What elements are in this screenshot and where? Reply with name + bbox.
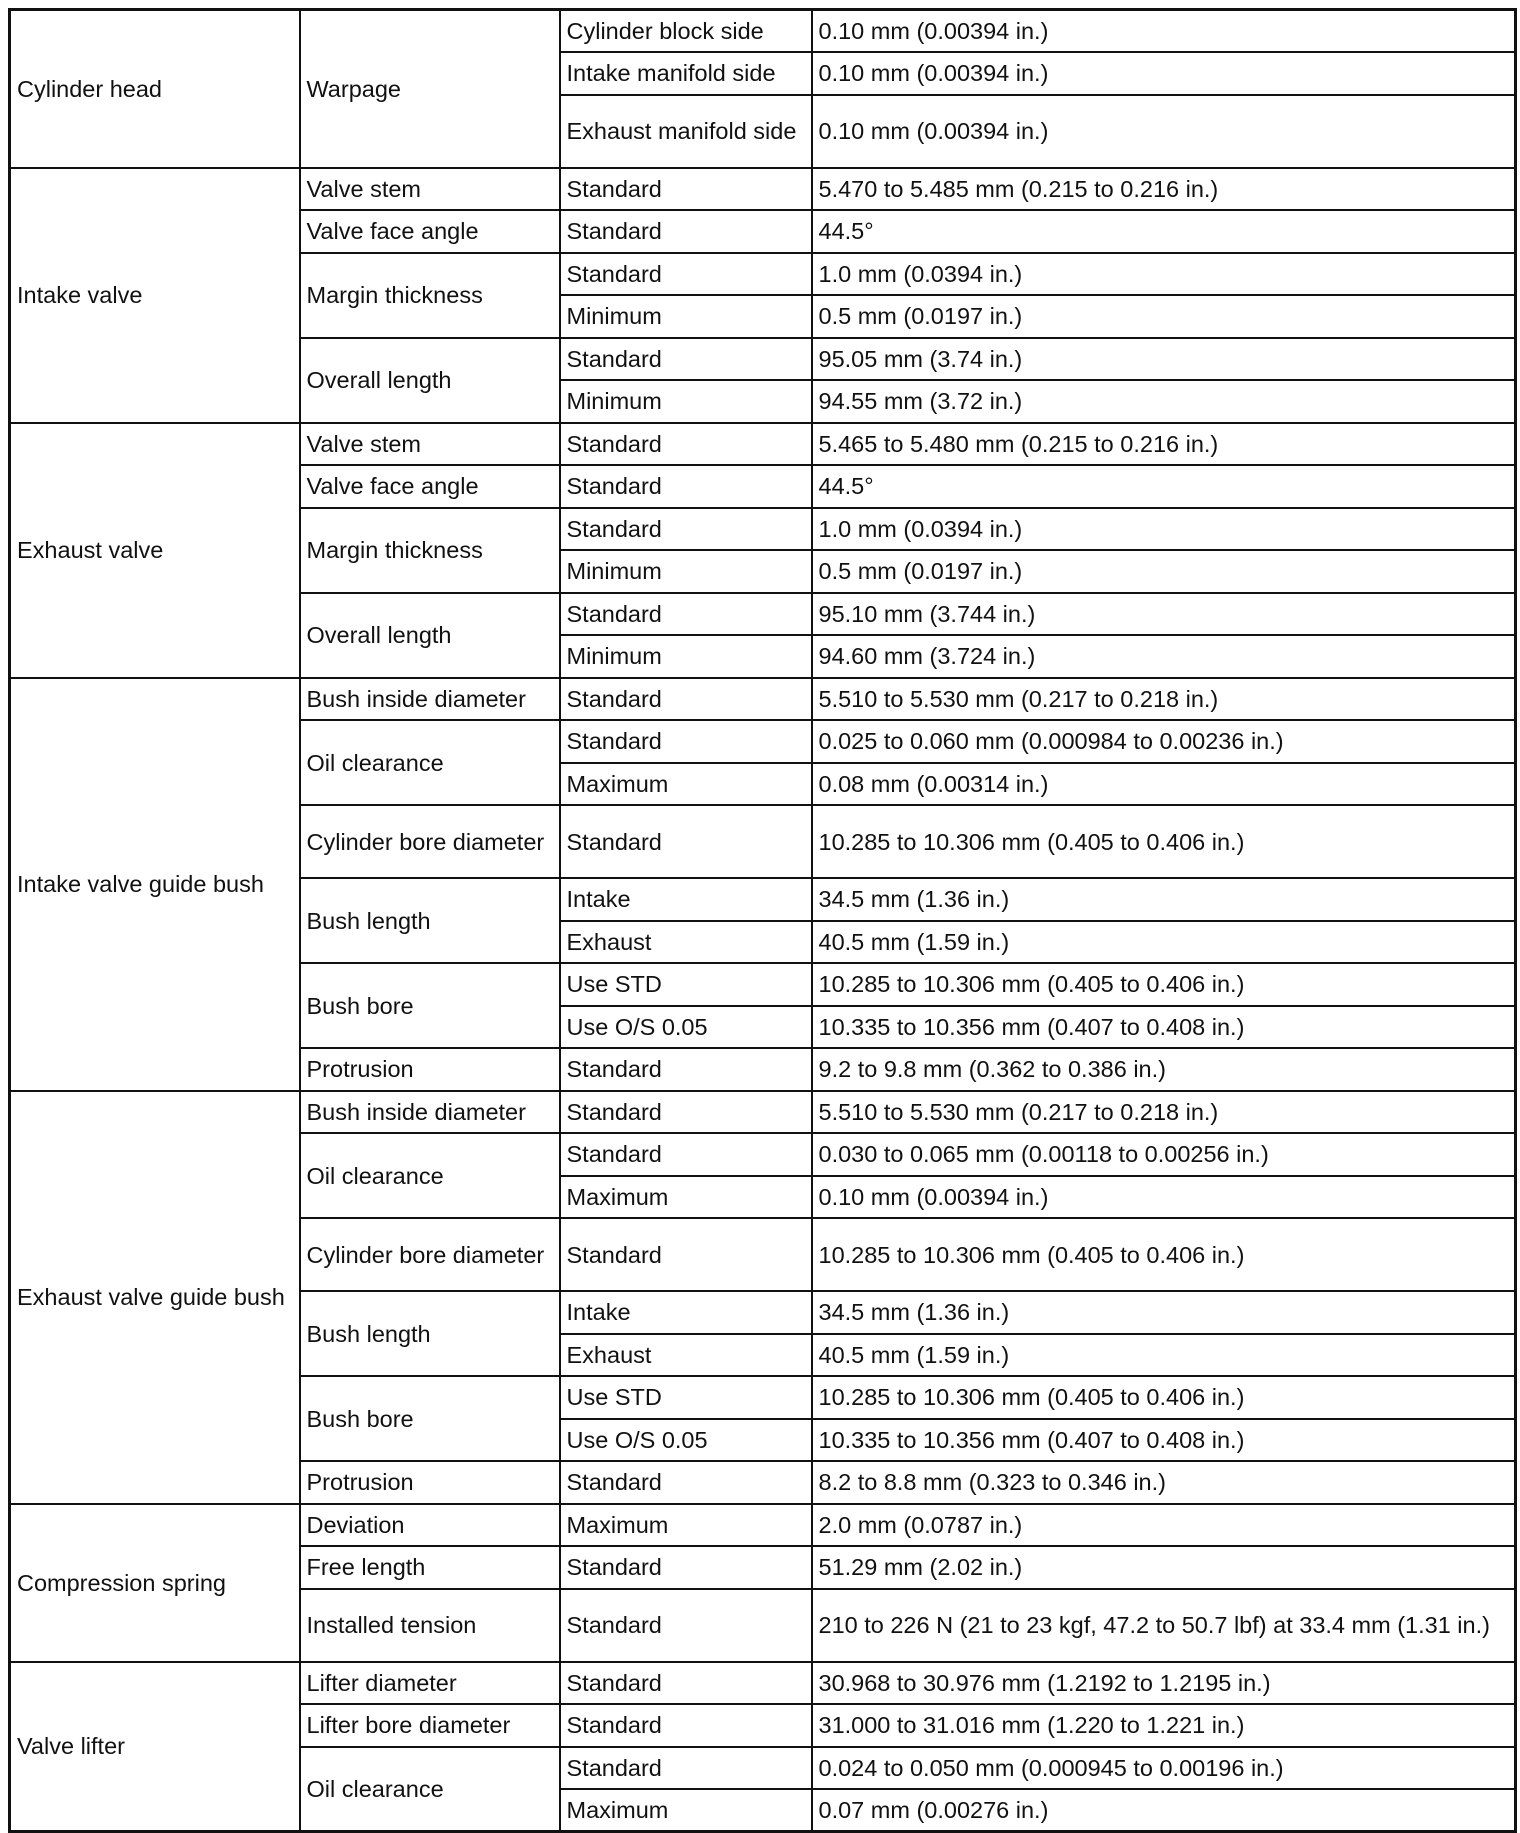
condition-cell: Intake — [560, 1291, 812, 1334]
value-cell: 0.10 mm (0.00394 in.) — [812, 10, 1516, 53]
condition-cell: Exhaust — [560, 921, 812, 964]
item-cell: Bush bore — [300, 1376, 560, 1461]
condition-cell: Exhaust manifold side — [560, 95, 812, 168]
value-cell: 34.5 mm (1.36 in.) — [812, 878, 1516, 921]
condition-cell: Standard — [560, 1461, 812, 1504]
item-cell: Installed tension — [300, 1589, 560, 1662]
condition-cell: Maximum — [560, 1176, 812, 1219]
condition-cell: Standard — [560, 678, 812, 721]
condition-cell: Maximum — [560, 763, 812, 806]
component-cell: Compression spring — [10, 1504, 300, 1662]
condition-cell: Standard — [560, 1133, 812, 1176]
value-cell: 10.285 to 10.306 mm (0.405 to 0.406 in.) — [812, 1218, 1516, 1291]
value-cell: 1.0 mm (0.0394 in.) — [812, 253, 1516, 296]
item-cell: Margin thickness — [300, 253, 560, 338]
value-cell: 31.000 to 31.016 mm (1.220 to 1.221 in.) — [812, 1704, 1516, 1747]
condition-cell: Standard — [560, 508, 812, 551]
item-cell: Warpage — [300, 10, 560, 168]
condition-cell: Standard — [560, 168, 812, 211]
value-cell: 5.510 to 5.530 mm (0.217 to 0.218 in.) — [812, 1091, 1516, 1134]
table-row — [10, 10, 1516, 53]
value-cell: 95.10 mm (3.744 in.) — [812, 593, 1516, 636]
item-cell: Deviation — [300, 1504, 560, 1547]
condition-cell: Standard — [560, 593, 812, 636]
value-cell: 9.2 to 9.8 mm (0.362 to 0.386 in.) — [812, 1048, 1516, 1091]
value-cell: 0.07 mm (0.00276 in.) — [812, 1789, 1516, 1832]
item-cell: Overall length — [300, 593, 560, 678]
value-cell: 0.030 to 0.065 mm (0.00118 to 0.00256 in.) — [812, 1133, 1516, 1176]
condition-cell: Standard — [560, 1589, 812, 1662]
item-cell: Cylinder bore diameter — [300, 1218, 560, 1291]
item-cell: Cylinder bore diameter — [300, 805, 560, 878]
table-row — [10, 168, 1516, 211]
item-cell: Oil clearance — [300, 720, 560, 805]
condition-cell: Intake — [560, 878, 812, 921]
component-cell: Intake valve guide bush — [10, 678, 300, 1091]
value-cell: 8.2 to 8.8 mm (0.323 to 0.346 in.) — [812, 1461, 1516, 1504]
condition-cell: Minimum — [560, 550, 812, 593]
spec-table-body — [10, 10, 1516, 1832]
value-cell: 40.5 mm (1.59 in.) — [812, 1334, 1516, 1377]
condition-cell: Standard — [560, 1048, 812, 1091]
item-cell: Valve stem — [300, 423, 560, 466]
condition-cell: Standard — [560, 1091, 812, 1134]
condition-cell: Intake manifold side — [560, 52, 812, 95]
table-row — [10, 1091, 1516, 1134]
component-cell: Valve lifter — [10, 1662, 300, 1832]
value-cell: 34.5 mm (1.36 in.) — [812, 1291, 1516, 1334]
value-cell: 10.285 to 10.306 mm (0.405 to 0.406 in.) — [812, 1376, 1516, 1419]
condition-cell: Cylinder block side — [560, 10, 812, 53]
value-cell: 10.285 to 10.306 mm (0.405 to 0.406 in.) — [812, 963, 1516, 1006]
item-cell: Oil clearance — [300, 1133, 560, 1218]
condition-cell: Use O/S 0.05 — [560, 1419, 812, 1462]
component-cell: Exhaust valve guide bush — [10, 1091, 300, 1504]
value-cell: 44.5° — [812, 465, 1516, 508]
condition-cell: Minimum — [560, 380, 812, 423]
condition-cell: Standard — [560, 1747, 812, 1790]
item-cell: Lifter bore diameter — [300, 1704, 560, 1747]
item-cell: Protrusion — [300, 1048, 560, 1091]
table-row — [10, 1662, 1516, 1705]
value-cell: 5.465 to 5.480 mm (0.215 to 0.216 in.) — [812, 423, 1516, 466]
item-cell: Free length — [300, 1546, 560, 1589]
condition-cell: Maximum — [560, 1789, 812, 1832]
value-cell: 94.60 mm (3.724 in.) — [812, 635, 1516, 678]
item-cell: Oil clearance — [300, 1747, 560, 1832]
value-cell: 0.5 mm (0.0197 in.) — [812, 550, 1516, 593]
component-cell: Exhaust valve — [10, 423, 300, 678]
value-cell: 2.0 mm (0.0787 in.) — [812, 1504, 1516, 1547]
value-cell: 10.335 to 10.356 mm (0.407 to 0.408 in.) — [812, 1006, 1516, 1049]
value-cell: 0.10 mm (0.00394 in.) — [812, 52, 1516, 95]
value-cell: 40.5 mm (1.59 in.) — [812, 921, 1516, 964]
item-cell: Bush length — [300, 878, 560, 963]
condition-cell: Standard — [560, 338, 812, 381]
condition-cell: Standard — [560, 423, 812, 466]
condition-cell: Standard — [560, 253, 812, 296]
value-cell: 95.05 mm (3.74 in.) — [812, 338, 1516, 381]
item-cell: Valve face angle — [300, 210, 560, 253]
component-cell: Intake valve — [10, 168, 300, 423]
condition-cell: Use O/S 0.05 — [560, 1006, 812, 1049]
item-cell: Bush bore — [300, 963, 560, 1048]
item-cell: Valve face angle — [300, 465, 560, 508]
condition-cell: Maximum — [560, 1504, 812, 1547]
condition-cell: Standard — [560, 1704, 812, 1747]
condition-cell: Standard — [560, 1218, 812, 1291]
table-row — [10, 423, 1516, 466]
value-cell: 0.10 mm (0.00394 in.) — [812, 95, 1516, 168]
condition-cell: Standard — [560, 805, 812, 878]
value-cell: 210 to 226 N (21 to 23 kgf, 47.2 to 50.7 lbf) at 33.4 mm (1.31 in.) — [812, 1589, 1516, 1662]
spec-table — [8, 8, 1517, 1833]
value-cell: 30.968 to 30.976 mm (1.2192 to 1.2195 in.) — [812, 1662, 1516, 1705]
condition-cell: Use STD — [560, 1376, 812, 1419]
condition-cell: Use STD — [560, 963, 812, 1006]
value-cell: 0.08 mm (0.00314 in.) — [812, 763, 1516, 806]
condition-cell: Standard — [560, 1662, 812, 1705]
value-cell: 44.5° — [812, 210, 1516, 253]
item-cell: Lifter diameter — [300, 1662, 560, 1705]
value-cell: 51.29 mm (2.02 in.) — [812, 1546, 1516, 1589]
value-cell: 0.5 mm (0.0197 in.) — [812, 295, 1516, 338]
value-cell: 0.024 to 0.050 mm (0.000945 to 0.00196 in.) — [812, 1747, 1516, 1790]
item-cell: Margin thickness — [300, 508, 560, 593]
item-cell: Bush inside diameter — [300, 678, 560, 721]
condition-cell: Minimum — [560, 635, 812, 678]
condition-cell: Standard — [560, 720, 812, 763]
value-cell: 94.55 mm (3.72 in.) — [812, 380, 1516, 423]
condition-cell: Minimum — [560, 295, 812, 338]
value-cell: 0.10 mm (0.00394 in.) — [812, 1176, 1516, 1219]
condition-cell: Standard — [560, 210, 812, 253]
condition-cell: Standard — [560, 1546, 812, 1589]
value-cell: 5.470 to 5.485 mm (0.215 to 0.216 in.) — [812, 168, 1516, 211]
condition-cell: Exhaust — [560, 1334, 812, 1377]
item-cell: Bush length — [300, 1291, 560, 1376]
table-row — [10, 678, 1516, 721]
value-cell: 10.335 to 10.356 mm (0.407 to 0.408 in.) — [812, 1419, 1516, 1462]
value-cell: 1.0 mm (0.0394 in.) — [812, 508, 1516, 551]
condition-cell: Standard — [560, 465, 812, 508]
component-cell: Cylinder head — [10, 10, 300, 168]
item-cell: Valve stem — [300, 168, 560, 211]
item-cell: Protrusion — [300, 1461, 560, 1504]
value-cell: 10.285 to 10.306 mm (0.405 to 0.406 in.) — [812, 805, 1516, 878]
value-cell: 5.510 to 5.530 mm (0.217 to 0.218 in.) — [812, 678, 1516, 721]
item-cell: Bush inside diameter — [300, 1091, 560, 1134]
table-row — [10, 1504, 1516, 1547]
item-cell: Overall length — [300, 338, 560, 423]
value-cell: 0.025 to 0.060 mm (0.000984 to 0.00236 in.) — [812, 720, 1516, 763]
